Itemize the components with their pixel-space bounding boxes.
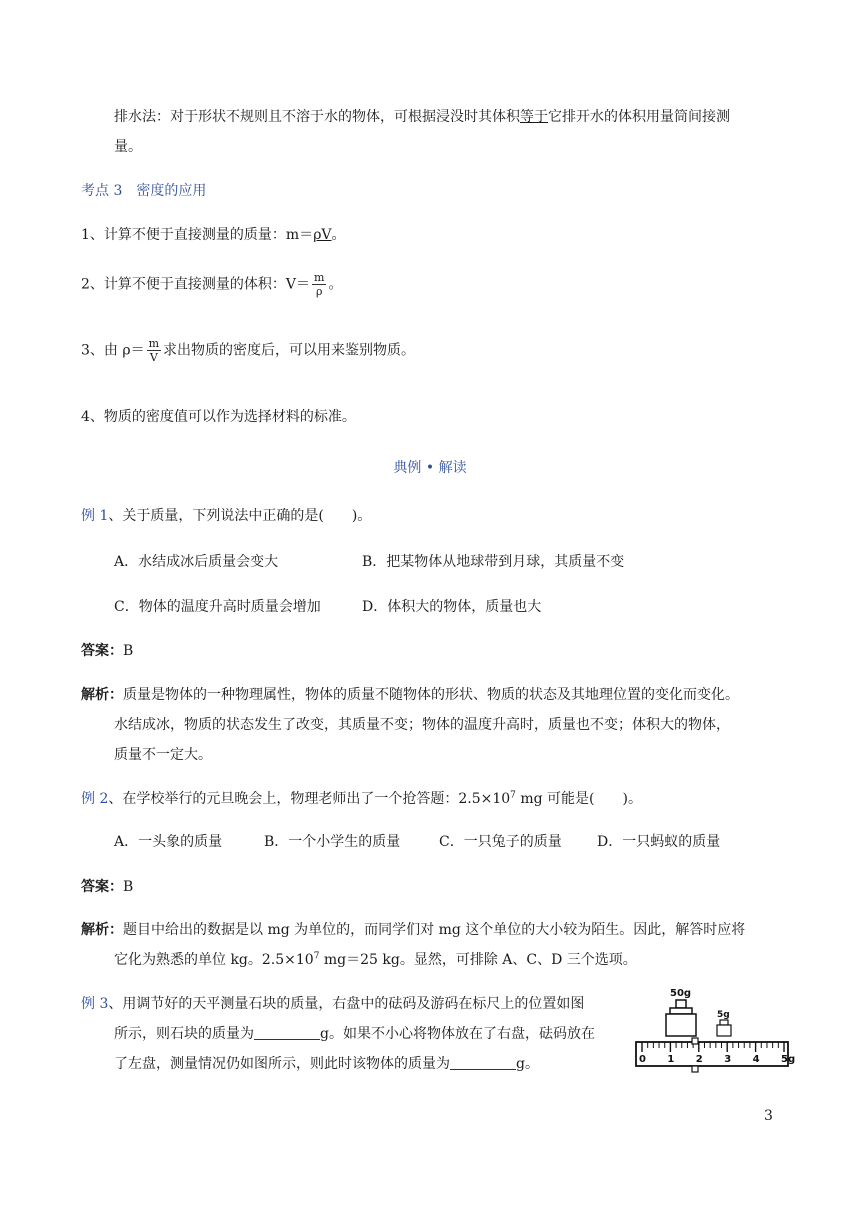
analysis-label: 解析：: [81, 922, 123, 938]
example-2-answer: [81, 876, 133, 896]
example-3-text: 、用调节好的天平测量石块的质量，右盘中的砝码及游码在标尺上的位置如图: [108, 996, 585, 1012]
weight-50g-knob: [676, 1000, 686, 1008]
fraction-numerator: m: [148, 337, 160, 350]
example-3-line-1: [81, 993, 584, 1013]
analysis-label: 解析：: [81, 687, 123, 703]
app-1-suffix: 。: [331, 227, 346, 243]
app-2-suffix: 。: [328, 276, 343, 293]
section-heading: 典例 • 解读: [393, 460, 467, 476]
example-1-option-b: B．把某物体从地球带到月球，其质量不变: [362, 554, 625, 570]
ruler-tick-label: 3: [724, 1054, 732, 1065]
answer-label: 答案：: [81, 879, 123, 895]
analysis-line: [114, 949, 637, 969]
ruler-tick-label: 5g: [781, 1054, 796, 1065]
balance-figure: [632, 984, 796, 1074]
example-1-label: 例 1: [81, 508, 109, 524]
fraction-denominator: ρ: [316, 285, 323, 298]
example-2-text: 、在学校举行的元旦晚会上，物理老师出了一个抢答题：2.5×10: [108, 791, 511, 807]
example-2-question: [81, 788, 642, 808]
rider-bottom: [692, 1066, 698, 1072]
method-underlined: 等于: [520, 109, 548, 125]
example-2-option-c: C．一只兔子的质量: [439, 834, 562, 850]
example-3-line-3: [114, 1053, 539, 1073]
app-1-formula: ρV: [313, 227, 332, 243]
example-3-label: 例 3: [81, 996, 109, 1012]
analysis-text: 它化为熟悉的单位 kg。2.5×10: [114, 952, 314, 968]
ruler-tick-label: 2: [695, 1054, 703, 1065]
answer-blank[interactable]: [450, 1055, 516, 1070]
weight-5g-body: [717, 1025, 731, 1036]
section-title: 考点 3 密度的应用: [81, 183, 207, 199]
exponent: 7: [313, 951, 320, 962]
method-line-2: 量。: [114, 139, 142, 155]
analysis-line: 质量不一定大。: [114, 747, 212, 763]
method-text: 排水法：对于形状不规则且不溶于水的物体，可根据浸没时其体积: [114, 109, 520, 125]
weight-50g-body: [666, 1014, 696, 1036]
analysis-line: 水结成冰，物质的状态发生了改变，其质量不变；物体的温度升高时，质量也不变；体积大的物体，: [114, 717, 730, 733]
example-3-text: g。如果不小心将物体放在了右盘，砝码放在: [320, 1026, 595, 1042]
method-text-2: 它排开水的体积用量筒间接测: [548, 109, 730, 125]
rider-top: [692, 1038, 698, 1044]
example-2-option-d: D．一只蚂蚁的质量: [597, 834, 721, 850]
ruler-tick-label: 1: [667, 1054, 675, 1065]
analysis-text-suffix: mg＝25 kg。显然，可排除 A、C、D 三个选项。: [319, 952, 637, 968]
page-number: 3: [764, 1108, 773, 1124]
app-3: [81, 338, 415, 363]
answer-label: 答案：: [81, 643, 123, 659]
example-1-analysis: [81, 684, 739, 704]
answer-blank[interactable]: [254, 1025, 320, 1040]
example-2-label: 例 2: [81, 791, 109, 807]
example-3-text: g。: [516, 1056, 539, 1072]
method-line-1: [114, 106, 730, 126]
analysis-line: 题目中给出的数据是以 mg 为单位的，而同学们对 mg 这个单位的大小较为陌生。因此，解答时应将: [123, 922, 746, 938]
app-2-text: 2、计算不便于直接测量的体积：V＝: [81, 276, 311, 293]
app-4: 4、物质的密度值可以作为选择材料的标准。: [81, 409, 356, 425]
example-1-answer: [81, 640, 133, 660]
app-3-fraction: [147, 338, 161, 363]
app-3-suffix: 求出物质的密度后，可以用来鉴别物质。: [163, 342, 416, 359]
fraction-numerator: m: [314, 271, 325, 284]
weight-50g-neck: [670, 1008, 692, 1014]
example-1-option-a: A．水结成冰后质量会变大: [114, 554, 279, 570]
example-3-text: 了左盘，测量情况仍如图所示，则此时该物体的质量为: [114, 1056, 450, 1072]
weight-5g-knob: [720, 1020, 728, 1025]
example-1-option-d: D．体积大的物体，质量也大: [362, 599, 542, 615]
app-3-text: 3、由 ρ＝: [81, 342, 145, 359]
app-1: [81, 224, 346, 244]
example-3-text: 所示，则石块的质量为: [114, 1026, 254, 1042]
example-1-text: 、关于质量，下列说法中正确的是( )。: [108, 508, 372, 524]
ruler-tick-label: 4: [752, 1054, 760, 1065]
analysis-line: 质量是物体的一种物理属性，物体的质量不随物体的形状、物质的状态及其地理位置的变化而变化。: [123, 687, 739, 703]
example-2-analysis: [81, 919, 745, 939]
app-1-text: 1、计算不便于直接测量的质量：m＝: [81, 227, 314, 243]
app-2: [81, 272, 342, 297]
exponent: 7: [510, 790, 516, 801]
example-1-option-c: C．物体的温度升高时质量会增加: [114, 599, 321, 615]
example-2-text-suffix: mg 可能是( )。: [515, 791, 642, 807]
answer-value: B: [123, 643, 134, 659]
fraction-denominator: V: [149, 351, 158, 364]
example-3-line-2: [114, 1023, 595, 1043]
example-2-option-b: B．一个小学生的质量: [264, 834, 401, 850]
answer-value: B: [123, 879, 134, 895]
ruler-tick-label: 0: [639, 1054, 646, 1065]
weight-5g-label: 5g: [717, 1010, 730, 1020]
example-1-question: [81, 505, 371, 525]
app-2-fraction: [312, 272, 326, 297]
balance-diagram: [632, 984, 796, 1074]
weight-50g-label: 50g: [670, 988, 692, 999]
example-2-option-a: A．一头象的质量: [114, 834, 223, 850]
